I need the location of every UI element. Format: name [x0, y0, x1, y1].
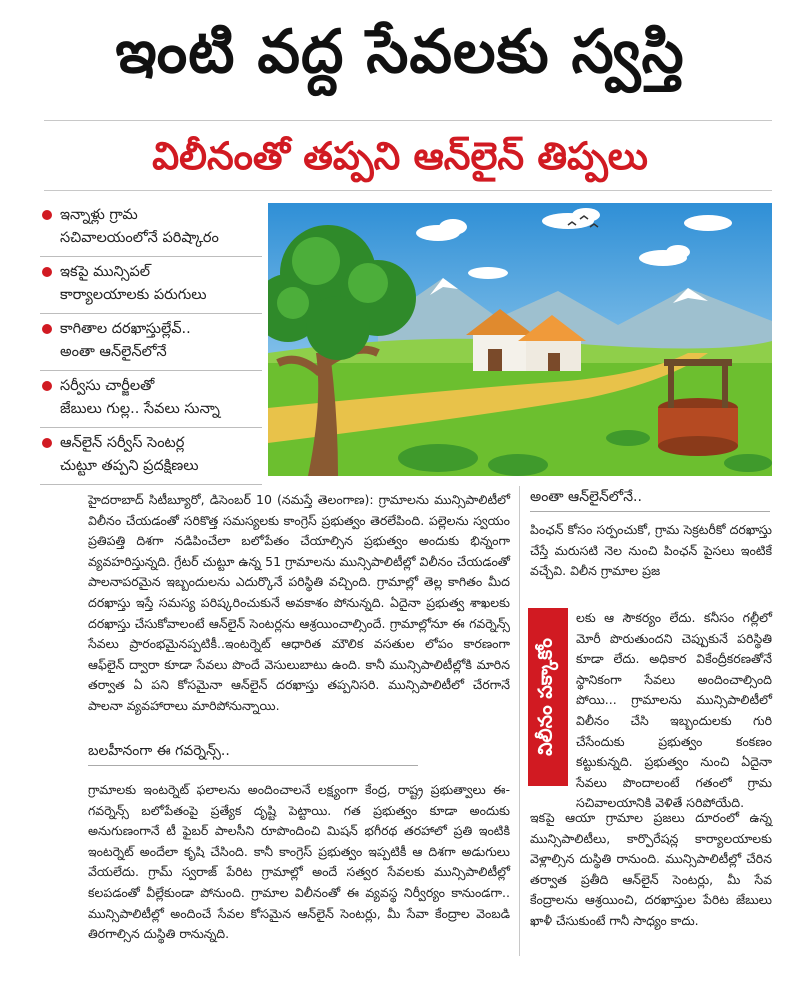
headline: ఇంటి వద్ద సేవలకు స్వస్తి — [115, 17, 685, 87]
divider-top — [44, 120, 772, 121]
village-scene-image — [268, 203, 772, 476]
highlight-text: కాగితాల దరఖాస్తుల్లేవ్.. అంతా ఆన్‌లైన్‌లోనే — [60, 321, 191, 360]
divider-sub — [44, 190, 772, 191]
highlight-text: ఇకపై మున్సిపల్ కార్యాలయాలకు పరుగులు — [60, 264, 207, 303]
highlight-item — [40, 257, 262, 314]
bullet-icon — [42, 210, 52, 220]
bullet-icon — [42, 267, 52, 277]
article-paragraph: గ్రామాలకు ఇంటర్నెట్ ఫలాలను అందించాలనే లక్ష్యంగా కేంద్ర, రాష్ట్ర ప్రభుత్వాలు ఈ-గవర్నెన్స్ బలోపేతంపై ప్రత్యేక దృష్టి పెట్టాయి. గత ప్రభుత్వం కూడా అందుకు అనుగుణంగానే టీ ఫైబర్ పాలసీని రూపొందించి మిషన్ భగీరథ తరహాలో ప్రతి ఇంటికి ఇంటర్నెట్ అందేలా కృషి చేసింది. కానీ కాంగ్రెస్ ప్రభుత్వం ఇప్పటికీ ఆ దిశగా అడుగులు వేయలేదు. గ్రామ్ స్వరాజ్ పేరిట గ్రామాల్లో అందే సత్వర సేవలకు మున్సిపాలిటీల్లో కలపడంతో వీల్లేకుండా పోనుంది. గ్రామాల విలీనంతో ఈ వ్యవస్థ నిర్వీర్యం కానుండగా.. మున్సిపాలిటీల్లో అందించే సేవల కోసమైన ఆన్‌లైన్ సెంటర్లు, మీ సేవా కేంద్రాల వెంబడి తిరగాల్సిన దుస్థితి రానున్నది. — [88, 782, 510, 942]
boxed-label — [528, 608, 568, 786]
sidebar-text-mid: లకు ఆ సౌకర్యం లేదు. కనీసం గల్లీలో మోరీ పొరుతుందని చెప్పుకునే పరిస్థితి కూడా లేదు. అధికార వికేంద్రీకరణతోనే స్థానికంగా సేవలు అందించాల్సింది పోయి... గ్రామాలను మున్సిపాలిటీలో విలీనం చేసి ఇబ్బందులకు గురి చేసేందుకు ప్రభుత్వం కంకణం కట్టుకున్నది. ప్రభుత్వం నుంచి ఏదైనా సేవలు పొందాలంటే గతంలో గ్రామ సచివాలయానికి వెళితే సరిపోయేది. — [576, 610, 772, 811]
sidebar-text-bottom: ఇకపై ఆయా గ్రామాల ప్రజలు దూరంలో ఉన్న మున్సిపాలిటీలు, కార్పొరేషన్ల కార్యాలయాలకు వెళ్లాల్సిన దుస్థితి రానుంది. మున్సిపాలిటీల్లో చేరిన తర్వాత ప్రతీది ఆన్‌లైన్ సెంటర్లు, మీ సేవ కేంద్రాలను ఆశ్రయించి, దరఖాస్తుల పేరిట జేబులు ఖాళీ చేసుకుంటే గానీ సాధ్యం కాదు. — [530, 810, 772, 928]
crosshead: బలహీనంగా ఈ గవర్నెన్స్.. — [88, 740, 418, 766]
highlight-text: ఇన్నాళ్లు గ్రామ సచివాలయంలోనే పరిష్కారం — [60, 207, 219, 246]
article-body-2 — [88, 780, 510, 945]
subheadline: విలీనంతో తప్పని ఆన్‌లైన్ తిప్పలు — [152, 134, 648, 178]
bullet-icon — [42, 438, 52, 448]
article-paragraph: హైదరాబాద్ సిటీబ్యూరో, డిసెంబర్ 10 (నమస్తే తెలంగాణ): గ్రామాలను మున్సిపాలిటీలో విలీనం చేయడంతో సరికొత్త సమస్యలకు కాంగ్రెస్ ప్రభుత్వం తెరలేపింది. పల్లెలను స్వయం ప్రతిపత్తి దిశగా నడిపించేలా బలోపేతం చేయాల్సిన ప్రభుత్వం అందుకు భిన్నంగా వ్యవహరిస్తున్నది. గ్రేటర్ చుట్టూ ఉన్న 51 గ్రామాలను మున్సిపాలిటీల్లో విలీనం చేయడంతో పాలనాపరమైన ఇబ్బందులను ఎదుర్కొనే పరిస్థితి వచ్చింది. గ్రామాల్లో తెల్ల కాగితం మీద దరఖాస్తు ఇస్తే సమస్య పరిష్కరించుకునే అవకాశం పోనున్నది. ఏదైనా ప్రభుత్వ శాఖలకు దరఖాస్తు చేసుకోవాలంటే ఆన్‌లైన్ సెంటర్లను ఆశ్రయించాల్సిందే. గ్రామాల్లోనూ ఈ గవర్నెన్స్ సేవలు ప్రారంభమైనప్పటికీ..ఇంటర్నెట్ ఆధారిత మౌలిక వసతుల లోపం కారణంగా ఆఫ్‌లైన్ ద్వారా కూడా సేవలు పొందే వెసులుబాటు ఉంది. కానీ మున్సిపాలిటీల్లోకి మారిన తర్వాత ఏ పని కోసమైనా ఆన్‌లైన్ దరఖాస్తు తప్పనిసరి. మున్సిపాలిటీలో చేరగానే పాలనా వ్యవహారాలు మారిపోనున్నాయి. — [88, 492, 510, 713]
village-illustration — [268, 203, 772, 476]
column-divider — [519, 486, 520, 956]
highlight-item — [40, 314, 262, 371]
article-body — [88, 490, 510, 717]
bullet-icon — [42, 381, 52, 391]
highlights-list — [40, 200, 262, 485]
highlight-text: ఆన్‌లైన్ సర్వీస్ సెంటర్ల చుట్టూ తప్పని ప్రదక్షిణలు — [60, 435, 199, 474]
sidebar-text-top: పింఛన్ కోసం సర్పంచుకో, గ్రామ సెక్రటరీకో దరఖాస్తు చేస్తే మరుసటి నెల నుంచి పింఛన్ పైసలు ఇంటికే వచ్చేవి. విలీన గ్రామాల ప్రజ — [530, 522, 772, 579]
highlight-item — [40, 200, 262, 257]
highlight-text: సర్వీసు చార్జీలతో జేబులు గుల్ల.. సేవలు సున్నా — [60, 378, 220, 417]
bullet-icon — [42, 324, 52, 334]
highlight-item — [40, 371, 262, 428]
boxed-label-text: విలీనం పక్కాకోం — [534, 638, 557, 756]
highlight-item — [40, 428, 262, 485]
sidebar-crosshead: అంతా ఆన్‌లైన్‌లోనే.. — [530, 486, 770, 512]
